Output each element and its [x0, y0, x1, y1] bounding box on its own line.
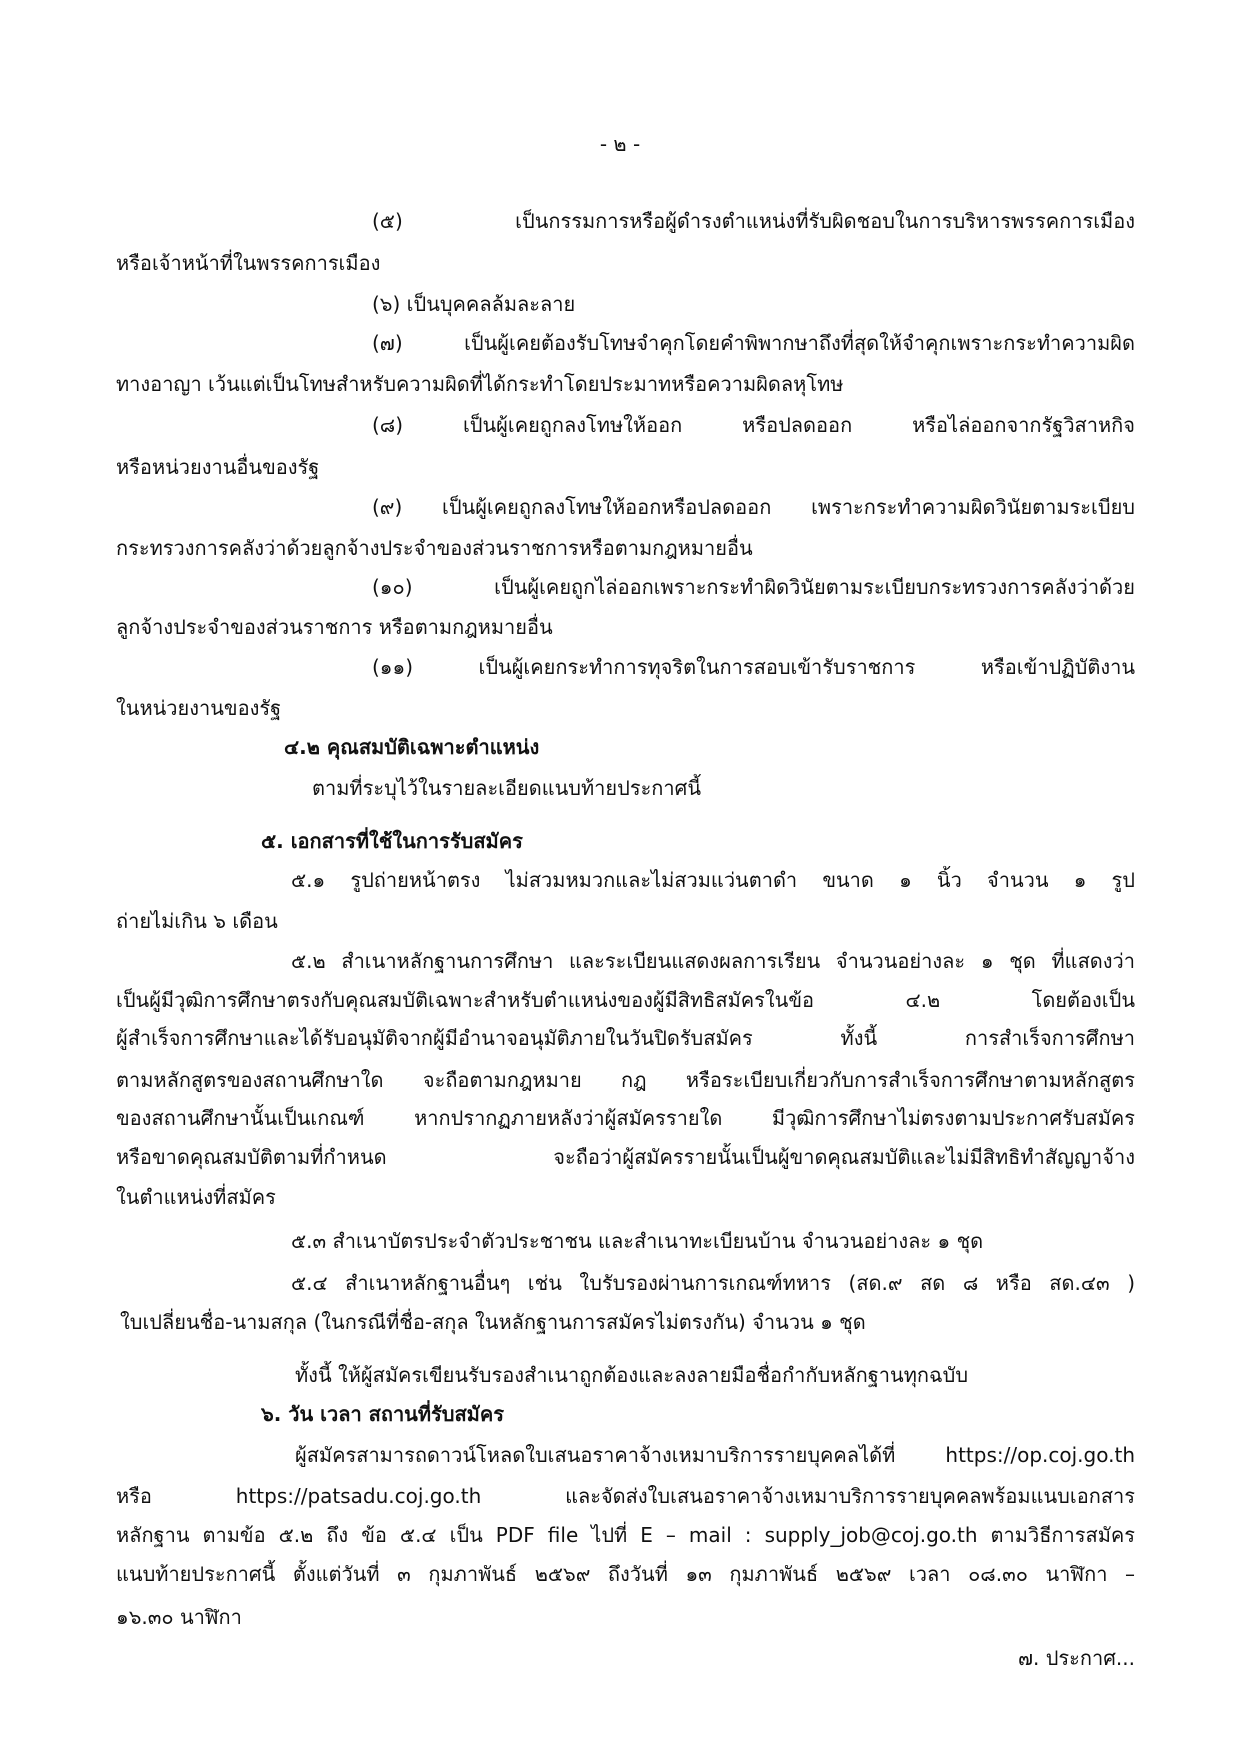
page-number: - ๒ -: [599, 132, 641, 156]
clause-6-text-cont: ๑๖.๓๐ นาฬิกา: [116, 1605, 242, 1629]
clause-6-text-cont: หลักฐาน ตามข้อ ๕.๒ ถึง ข้อ ๕.๔ เป็น PDF file ไปที่ E – mail : supply_job@coj.go.th ตามวิธีการสมัคร: [116, 1523, 1135, 1547]
clause-6-text: ผู้สมัครสามารถดาวน์โหลดใบเสนอราคาจ้างเหมาบริการรายบุคคลได้ที่ https://op.coj.go.th: [295, 1443, 1135, 1467]
clause-4-1-6: (๖) เป็นบุคคลล้มละลาย: [372, 292, 576, 316]
clause-5-2-cont: ในตำแหน่งที่สมัคร: [116, 1185, 276, 1209]
clause-4-2-text: ตามที่ระบุไว้ในรายละเอียดแนบท้ายประกาศนี้: [312, 776, 702, 800]
clause-5-4-cont: ใบเปลี่ยนชื่อ-นามสกุล (ในกรณีที่ชื่อ-สกุล ในหลักฐานการสมัครไม่ตรงกัน) จำนวน ๑ ชุด: [120, 1310, 866, 1334]
certification-note: ทั้งนี้ ให้ผู้สมัครเขียนรับรองสำเนาถูกต้องและลงลายมือชื่อกำกับหลักฐานทุกฉบับ: [295, 1363, 969, 1387]
heading-6: ๖. วัน เวลา สถานที่รับสมัคร: [261, 1402, 504, 1426]
clause-5-1-cont: ถ่ายไม่เกิน ๖ เดือน: [116, 909, 278, 933]
clause-5-2-cont: ของสถานศึกษานั้นเป็นเกณฑ์ หากปรากฏภายหลังว่าผู้สมัครรายใด มีวุฒิการศึกษาไม่ตรงตามประกาศรับสมัคร: [116, 1106, 1135, 1130]
clause-5-2-cont: เป็นผู้มีวุฒิการศึกษาตรงกับคุณสมบัติเฉพาะสำหรับตำแหน่งของผู้มีสิทธิสมัครในข้อ ๔.๒ โดยต้องเป็น: [116, 988, 1135, 1012]
clause-4-1-7: (๗) เป็นผู้เคยต้องรับโทษจำคุกโดยคำพิพากษาถึงที่สุดให้จำคุกเพราะกระทำความผิด: [372, 331, 1135, 355]
clause-5-4: ๕.๔ สำเนาหลักฐานอื่นๆ เช่น ใบรับรองผ่านการเกณฑ์ทหาร (สด.๙ สด ๘ หรือ สด.๔๓ ): [291, 1271, 1135, 1295]
clause-4-1-10: (๑๐) เป็นผู้เคยถูกไล่ออกเพราะกระทำผิดวินัยตามระเบียบกระทรวงการคลังว่าด้วย: [372, 575, 1135, 599]
clause-5-3: ๕.๓ สำเนาบัตรประจำตัวประชาชน และสำเนาทะเบียนบ้าน จำนวนอย่างละ ๑ ชุด: [291, 1229, 984, 1253]
clause-5-2-cont: หรือขาดคุณสมบัติตามที่กำหนด จะถือว่าผู้สมัครรายนั้นเป็นผู้ขาดคุณสมบัติและไม่มีสิทธิทำสัญญาจ้าง: [116, 1145, 1135, 1169]
clause-4-1-5: (๕) เป็นกรรมการหรือผู้ดำรงตำแหน่งที่รับผิดชอบในการบริหารพรรคการเมือง: [372, 209, 1135, 233]
clause-5-2: ๕.๒ สำเนาหลักฐานการศึกษา และระเบียนแสดงผลการเรียน จำนวนอย่างละ ๑ ชุด ที่แสดงว่า: [291, 949, 1135, 973]
clause-4-1-10-cont: ลูกจ้างประจำของส่วนราชการ หรือตามกฎหมายอื่น: [116, 615, 553, 639]
clause-4-1-8: (๘) เป็นผู้เคยถูกลงโทษให้ออก หรือปลดออก หรือไล่ออกจากรัฐวิสาหกิจ: [372, 413, 1135, 437]
clause-4-1-11: (๑๑) เป็นผู้เคยกระทำการทุจริตในการสอบเข้ารับราชการ หรือเข้าปฏิบัติงาน: [372, 655, 1135, 679]
clause-4-1-7-cont: ทางอาญา เว้นแต่เป็นโทษสำหรับความผิดที่ได้กระทำโดยประมาทหรือความผิดลหุโทษ: [116, 372, 844, 396]
heading-5: ๕. เอกสารที่ใช้ในการรับสมัคร: [261, 829, 523, 853]
clause-5-1: ๕.๑ รูปถ่ายหน้าตรง ไม่สวมหมวกและไม่สวมแว่นตาดำ ขนาด ๑ นิ้ว จำนวน ๑ รูป: [291, 868, 1135, 892]
continuation-marker: ๗. ประกาศ...: [1017, 1646, 1135, 1670]
clause-4-1-9-cont: กระทรวงการคลังว่าด้วยลูกจ้างประจำของส่วนราชการหรือตามกฎหมายอื่น: [116, 536, 753, 560]
heading-4-2: ๔.๒ คุณสมบัติเฉพาะตำแหน่ง: [284, 735, 540, 759]
clause-4-1-9: (๙) เป็นผู้เคยถูกลงโทษให้ออกหรือปลดออก เพราะกระทำความผิดวินัยตามระเบียบ: [372, 495, 1135, 519]
clause-6-text-cont: หรือ https://patsadu.coj.go.th และจัดส่งใบเสนอราคาจ้างเหมาบริการรายบุคคลพร้อมแนบเอกสาร: [116, 1484, 1135, 1508]
clause-5-2-cont: ผู้สำเร็จการศึกษาและได้รับอนุมัติจากผู้มีอำนาจอนุมัติภายในวันปิดรับสมัคร ทั้งนี้ การสำเร็จการศึกษา: [116, 1026, 1135, 1050]
clause-6-text-cont: แนบท้ายประกาศนี้ ตั้งแต่วันที่ ๓ กุมภาพันธ์ ๒๕๖๙ ถึงวันที่ ๑๓ กุมภาพันธ์ ๒๕๖๙ เวลา ๐๘.๓๐ นาฬิกา –: [116, 1562, 1135, 1586]
clause-4-1-8-cont: หรือหน่วยงานอื่นของรัฐ: [116, 455, 320, 479]
clause-4-1-11-cont: ในหน่วยงานของรัฐ: [116, 696, 282, 720]
clause-4-1-5-cont: หรือเจ้าหน้าที่ในพรรคการเมือง: [116, 251, 381, 275]
clause-5-2-cont: ตามหลักสูตรของสถานศึกษาใด จะถือตามกฎหมาย กฎ หรือระเบียบเกี่ยวกับการสำเร็จการศึกษาตามหลักสูตร: [116, 1068, 1135, 1092]
